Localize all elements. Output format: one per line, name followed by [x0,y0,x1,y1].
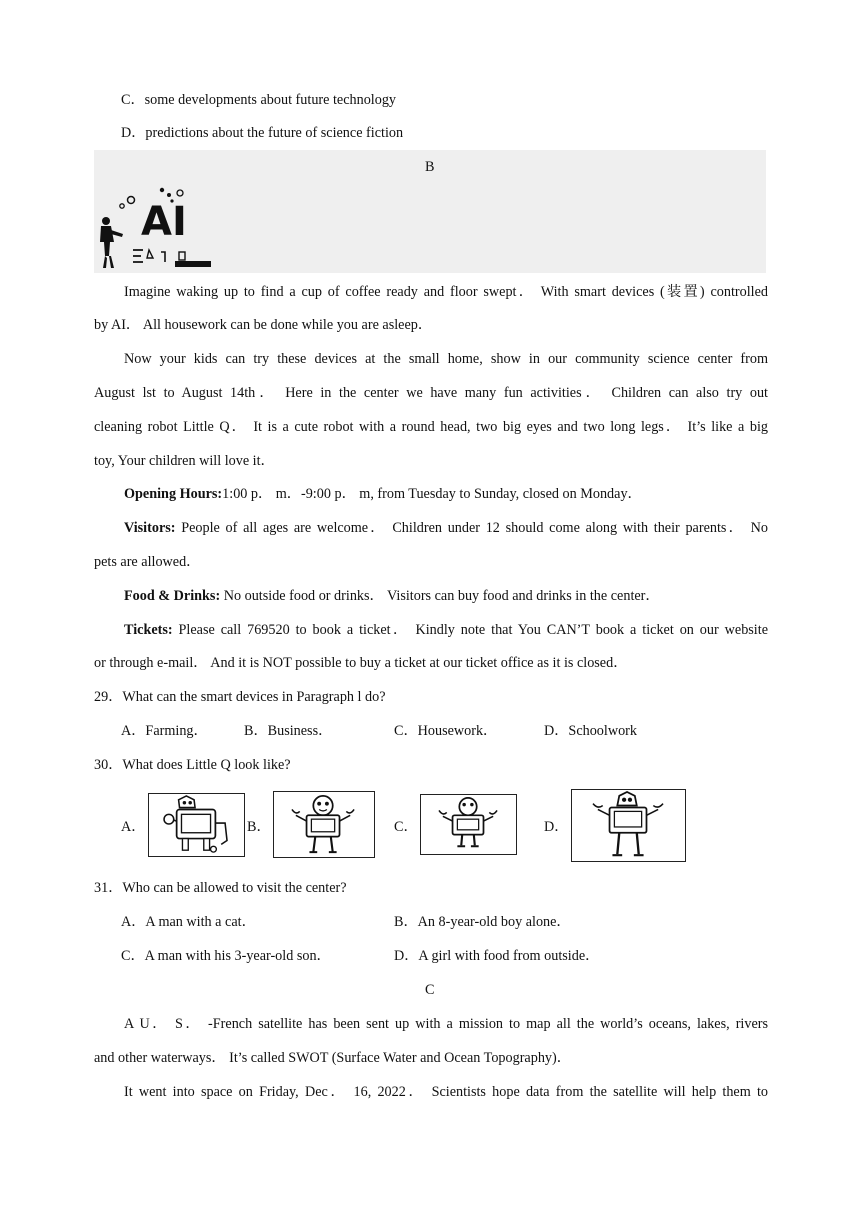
passage-b-p2-line3: cleaning robot Little Q． It is a cute robot with a round head, two big eyes and two long legs． It’s like a big [94,419,768,435]
section-c-label: C [425,982,435,998]
tickets-line1 [124,620,768,640]
opening-hours-text: 1:00 p． m．-9:00 p． m, from Tuesday to Sunday, closed on Monday． [222,486,642,502]
question-31-stem: 31．Who can be allowed to visit the center? [94,880,347,896]
visitors-text: People of all ages are welcome． Children under 12 should come along with their parents． No [175,520,768,536]
opening-hours-label: Opening Hours: [124,486,223,502]
q30-option-d: D． [544,819,569,835]
passage-b-p2-line1: Now your kids can try these devices at the small home, show in our community science center from [124,351,768,367]
option-d-prev: D．predictions about the future of science fiction [121,125,404,141]
passage-c-p1-line1: A U． S． -French satellite has been sent up with a mission to map all the world’s oceans, lakes, rivers [124,1016,768,1032]
q30-option-c: C． [394,819,418,835]
ai-logo-text: AI [141,199,187,245]
robot-picture-b [273,791,375,858]
passage-b-p2-line4: toy, Your children will love it． [94,453,275,469]
q31-option-b: B．An 8-year-old boy alone． [394,914,571,930]
tickets-text: Please call 769520 to book a ticket． Kindly note that You CAN’T book a ticket on our website [172,622,768,638]
q31-option-d: D．A girl with food from outside． [394,948,600,964]
food-label: Food & Drinks: [124,588,221,604]
question-30-stem: 30．What does Little Q look like? [94,757,291,773]
q31-option-c: C．A man with his 3-year-old son． [121,948,331,964]
q30-option-b: B． [247,819,271,835]
q31-option-a: A．A man with a cat． [121,914,256,930]
passage-b-p1-line2: by AI． All housework can be done while you are asleep． [94,317,433,333]
ai-logo-image [95,186,213,271]
passage-c-p2-line1: It went into space on Friday, Dec． 16, 2022． Scientists hope data from the satellite will help them to [124,1084,768,1100]
passage-b-p2-line2: August lst to August 14th． Here in the center we have many fun activities． Children can also try out [94,385,768,401]
q29-option-b: B．Business． [244,723,333,739]
q30-option-a: A． [121,819,146,835]
option-c-prev: C．some developments about future technology [121,92,397,108]
q29-option-a: A．Farming． [121,723,208,739]
section-b-label: B [425,159,435,175]
tickets-line2: or through e-mail． And it is NOT possible to buy a ticket at our ticket office as it is closed． [94,655,628,671]
tickets-label: Tickets: [124,622,173,638]
visitors-line1 [124,518,768,538]
passage-b-p1-line1: Imagine waking up to find a cup of coffee ready and floor swept． With smart devices (装置) controlled [124,284,768,300]
visitors-label: Visitors: [124,520,176,536]
q29-option-c: C．Housework． [394,723,498,739]
robot-picture-c [420,794,517,855]
food-drinks [124,586,660,606]
passage-c-p1-line2: and other waterways． It’s called SWOT (Surface Water and Ocean Topography)． [94,1050,571,1066]
visitors-line2: pets are allowed． [94,554,201,570]
robot-picture-d [571,789,686,862]
food-text: No outside food or drinks． Visitors can buy food and drinks in the center． [220,588,660,604]
question-29-stem: 29．What can the smart devices in Paragraph l do? [94,689,386,705]
q29-option-d: D．Schoolwork [544,723,638,739]
robot-picture-a [148,793,245,857]
opening-hours [124,484,642,504]
